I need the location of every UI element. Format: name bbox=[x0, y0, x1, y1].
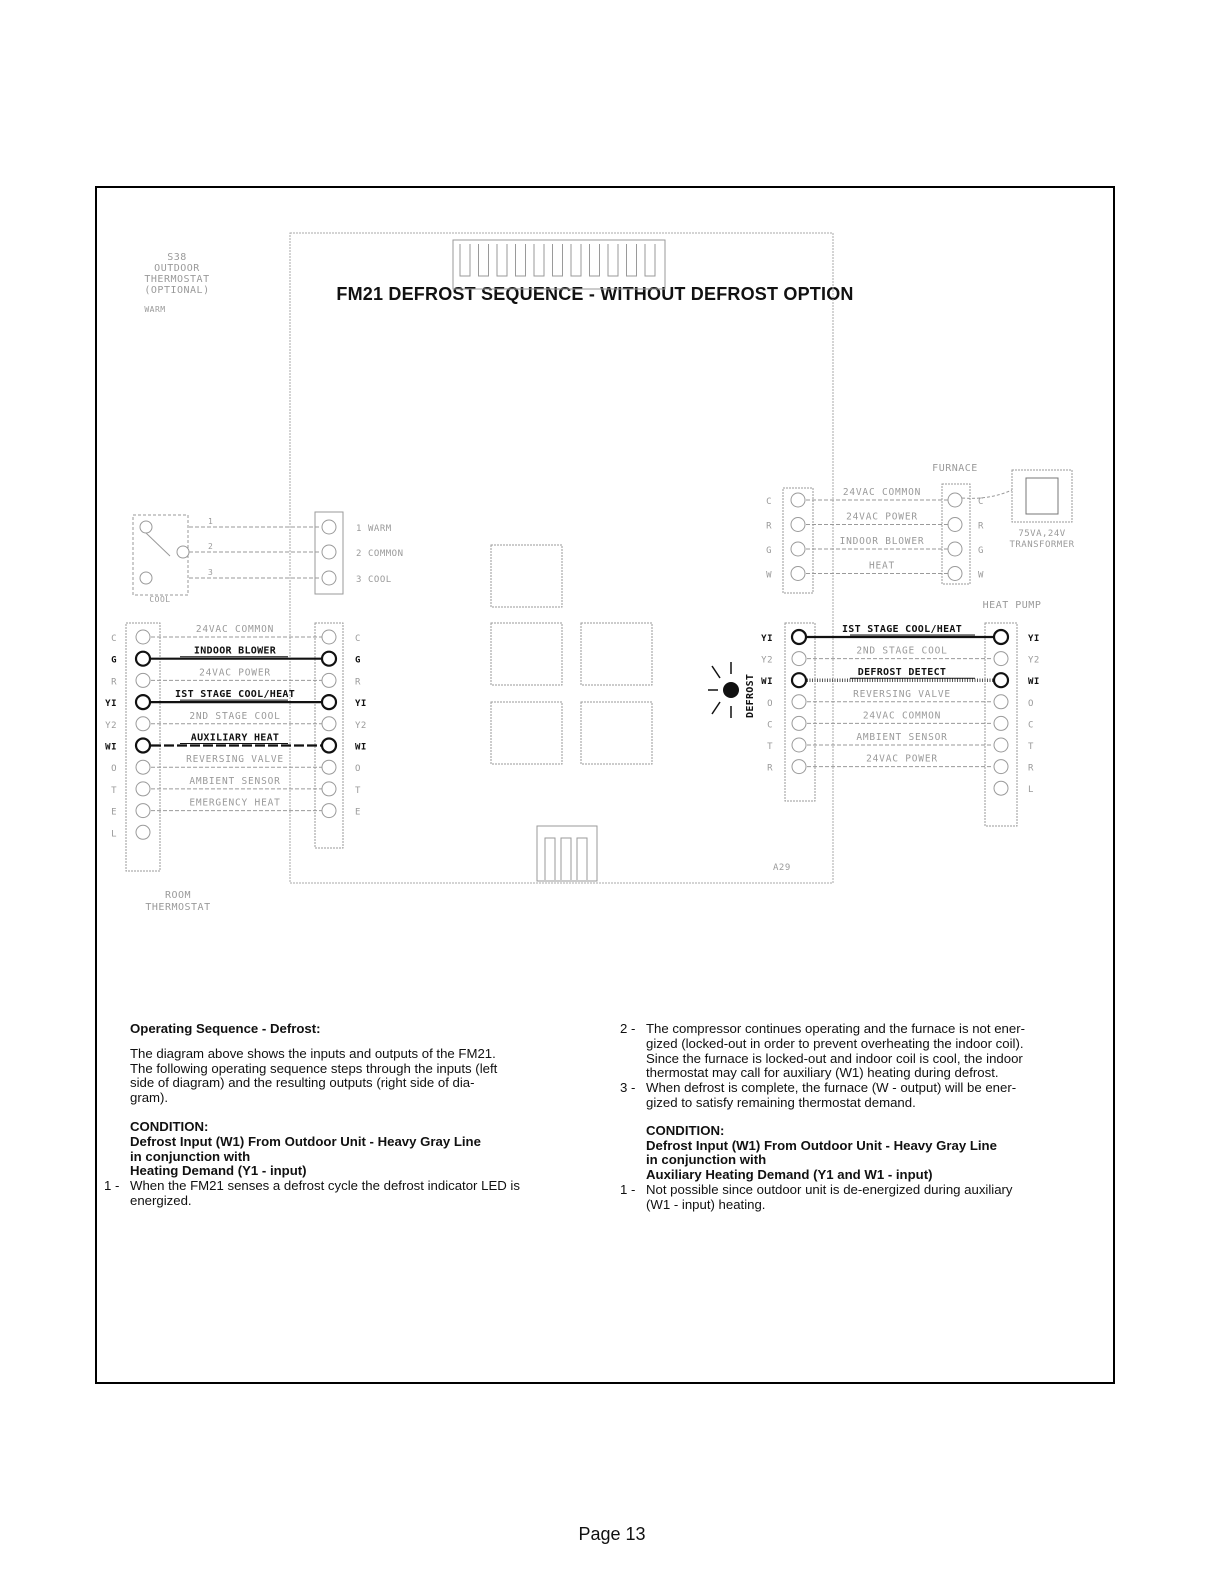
outdoor-terminal-number: 2 bbox=[356, 549, 362, 559]
room-terminal bbox=[136, 782, 150, 796]
room-terminal-label: C bbox=[111, 634, 117, 644]
condition-line: Heating Demand (Y1 - input) bbox=[130, 1163, 307, 1179]
step-number: 1 - bbox=[620, 1181, 636, 1197]
step-line: gized to satisfy remaining thermostat demand. bbox=[646, 1094, 916, 1110]
room-board-terminal-label: G bbox=[355, 655, 361, 666]
furnace-terminal bbox=[948, 542, 962, 556]
furnace-terminal-label: C bbox=[978, 497, 984, 507]
outdoor-switch-arm bbox=[146, 533, 170, 556]
relay-block bbox=[581, 623, 652, 685]
diagram-title: FM21 DEFROST SEQUENCE - WITHOUT DEFROST OPTION bbox=[336, 284, 854, 304]
furnace-board-terminal bbox=[791, 518, 805, 532]
room-terminal-label: T bbox=[111, 785, 117, 796]
outdoor-contact bbox=[140, 521, 152, 533]
condition-line: Defrost Input (W1) From Outdoor Unit - Heavy Gray Line bbox=[130, 1133, 481, 1149]
outdoor-terminal-label: COMMON bbox=[368, 549, 404, 559]
heat-pump-wire-label: 24VAC POWER bbox=[866, 753, 938, 765]
condition-line: Defrost Input (W1) From Outdoor Unit - Heavy Gray Line bbox=[646, 1137, 997, 1153]
room-terminal bbox=[136, 652, 150, 666]
heat-pump-terminal-label: C bbox=[1028, 720, 1034, 731]
heat-pump-wire-label: 2ND STAGE COOL bbox=[856, 645, 948, 657]
room-terminal bbox=[136, 630, 150, 644]
step-item bbox=[104, 1178, 574, 1209]
room-terminal-label: O bbox=[111, 764, 117, 775]
relay-block bbox=[581, 702, 652, 764]
heat-pump-board-terminal-label: O bbox=[767, 698, 773, 709]
room-board-terminal bbox=[322, 804, 336, 818]
connector-pin bbox=[479, 244, 489, 276]
heat-pump-board-terminal bbox=[792, 652, 806, 666]
intro-line: gram). bbox=[130, 1090, 169, 1106]
furnace-wire-label: 24VAC COMMON bbox=[842, 487, 922, 498]
step-item bbox=[620, 1080, 1100, 1111]
room-board-terminal bbox=[322, 652, 336, 666]
room-board-terminal-label: T bbox=[355, 785, 361, 796]
condition-line: in conjunction with bbox=[646, 1152, 767, 1168]
room-terminal-label: WI bbox=[105, 742, 117, 753]
step-number: 2 - bbox=[620, 1021, 636, 1036]
connector-pin bbox=[627, 244, 637, 276]
outdoor-pin-number: 3 bbox=[208, 568, 214, 577]
heat-pump-terminal-label: R bbox=[1028, 763, 1034, 774]
furnace-terminal bbox=[948, 567, 962, 581]
bottom-connector bbox=[537, 826, 597, 881]
room-wire-label: AUXILIARY HEAT bbox=[190, 732, 280, 744]
intro-text bbox=[130, 1047, 574, 1106]
room-board-terminal bbox=[322, 739, 336, 753]
step-number: 3 - bbox=[620, 1080, 636, 1096]
room-wire-label: 2ND STAGE COOL bbox=[189, 710, 281, 722]
room-board-terminal bbox=[322, 782, 336, 796]
outdoor-cool-label: COOL bbox=[149, 595, 171, 604]
furnace-board-terminal-label: G bbox=[766, 546, 772, 556]
condition-label: CONDITION: bbox=[646, 1122, 725, 1138]
heat-pump-terminal-label: O bbox=[1028, 698, 1034, 709]
step-line: Not possible since outdoor unit is de-energized during auxiliary bbox=[646, 1181, 1013, 1197]
intro-line: The following operating sequence steps through the inputs (left bbox=[130, 1060, 498, 1076]
relay-block bbox=[491, 702, 562, 764]
heat-pump-board-terminal bbox=[792, 695, 806, 709]
connector-pin bbox=[497, 244, 507, 276]
heat-pump-board-terminal-label: R bbox=[767, 763, 773, 774]
relay-block bbox=[491, 623, 562, 685]
room-thermostat-label: ROOM bbox=[164, 890, 192, 901]
furnace-board-terminal bbox=[791, 493, 805, 507]
connector-pin bbox=[534, 244, 544, 276]
heat-pump-terminal bbox=[994, 652, 1008, 666]
room-board-terminal-label: Y2 bbox=[355, 720, 367, 731]
heat-pump-board-terminal bbox=[792, 760, 806, 774]
outdoor-warm-label: WARM bbox=[144, 305, 166, 314]
condition-block bbox=[646, 1124, 1100, 1183]
furnace-wire-label: HEAT bbox=[868, 560, 896, 572]
condition-label: CONDITION: bbox=[130, 1118, 209, 1134]
room-board-terminal bbox=[322, 717, 336, 731]
room-terminal bbox=[136, 717, 150, 731]
room-terminal bbox=[136, 695, 150, 709]
room-board-terminal-label: YI bbox=[355, 699, 367, 710]
step-line: (W1 - input) heating. bbox=[646, 1196, 766, 1212]
heat-pump-wire-label: AMBIENT SENSOR bbox=[856, 732, 948, 743]
room-board-terminal bbox=[322, 695, 336, 709]
room-board-terminal-label: E bbox=[355, 807, 361, 818]
condition-line: Auxiliary Heating Demand (Y1 and W1 - input) bbox=[646, 1167, 933, 1183]
room-board-terminal bbox=[322, 760, 336, 774]
outdoor-pin-number: 1 bbox=[208, 517, 214, 526]
heat-pump-board-terminal-label: T bbox=[767, 742, 773, 752]
heat-pump-terminal bbox=[994, 760, 1008, 774]
step-line: gized (locked-out in order to prevent overheating the indoor coil). bbox=[646, 1035, 1024, 1051]
heat-pump-wire-label: IST STAGE COOL/HEAT bbox=[841, 624, 963, 635]
step-line: When defrost is complete, the furnace (W - output) will be ener- bbox=[646, 1080, 1017, 1096]
connector-pin bbox=[577, 838, 587, 880]
furnace-terminal bbox=[948, 518, 962, 532]
condition-line: in conjunction with bbox=[130, 1148, 251, 1164]
room-terminal-label: G bbox=[111, 655, 117, 666]
outdoor-thermostat-label: S38 bbox=[167, 252, 187, 263]
room-terminal-label: YI bbox=[105, 699, 117, 710]
figure-id-label: A29 bbox=[773, 863, 791, 873]
room-board-terminal bbox=[322, 630, 336, 644]
sequence-heading: Operating Sequence - Defrost: bbox=[130, 1021, 321, 1036]
heat-pump-board-terminal bbox=[792, 738, 806, 752]
furnace-label: FURNACE bbox=[932, 463, 978, 474]
step-item bbox=[620, 1021, 1100, 1081]
defrost-led bbox=[723, 682, 739, 698]
right-column bbox=[620, 1022, 1100, 1213]
room-wire-label: 24VAC COMMON bbox=[195, 624, 275, 635]
heat-pump-board-terminal-label: Y2 bbox=[761, 655, 773, 666]
heat-pump-board-terminal-label: WI bbox=[761, 677, 773, 688]
transformer-wire bbox=[962, 490, 1012, 498]
intro-line: The diagram above shows the inputs and outputs of the FM21. bbox=[130, 1045, 496, 1061]
connector-pin bbox=[460, 244, 470, 276]
heat-pump-wire-label: 24VAC COMMON bbox=[862, 710, 942, 722]
heat-pump-terminal bbox=[994, 630, 1008, 644]
room-wire-label: IST STAGE COOL/HEAT bbox=[174, 689, 296, 701]
outdoor-terminal-label: WARM bbox=[368, 524, 392, 534]
room-wire-label: EMERGENCY HEAT bbox=[189, 797, 281, 809]
furnace-board-terminal-label: W bbox=[766, 570, 772, 581]
heat-pump-terminal-label: YI bbox=[1028, 634, 1040, 644]
room-terminal-label: R bbox=[111, 677, 117, 688]
step-line: Since the furnace is locked-out and indoor coil is cool, the indoor bbox=[646, 1050, 1023, 1066]
step-line: When the FM21 senses a defrost cycle the defrost indicator LED is bbox=[130, 1178, 520, 1194]
outdoor-terminal bbox=[322, 571, 336, 585]
heat-pump-board-terminal-block bbox=[785, 623, 815, 801]
room-terminal bbox=[136, 673, 150, 687]
step-line: The compressor continues operating and the furnace is not ener- bbox=[646, 1021, 1025, 1036]
heat-pump-wire-label: DEFROST DETECT bbox=[857, 667, 947, 679]
connector-pin bbox=[516, 244, 526, 276]
connector-pin bbox=[608, 244, 618, 276]
room-board-terminal bbox=[322, 673, 336, 687]
outdoor-terminal-number: 1 bbox=[356, 524, 362, 534]
outdoor-pin-number: 2 bbox=[208, 542, 214, 551]
heat-pump-board-terminal bbox=[792, 630, 806, 644]
outdoor-thermostat-label: (OPTIONAL) bbox=[144, 285, 210, 296]
outdoor-contact bbox=[140, 572, 152, 584]
heat-pump-board-terminal-label: YI bbox=[761, 634, 773, 644]
furnace-terminal-label: R bbox=[978, 521, 984, 532]
room-thermostat-label: THERMOSTAT bbox=[145, 902, 211, 913]
heat-pump-terminal bbox=[994, 738, 1008, 752]
intro-line: side of diagram) and the resulting outputs (right side of dia- bbox=[130, 1075, 475, 1091]
room-board-terminal-label: R bbox=[355, 677, 361, 688]
room-board-terminal-label: C bbox=[355, 634, 361, 644]
furnace-wire-label: 24VAC POWER bbox=[846, 511, 918, 523]
connector-pin bbox=[590, 244, 600, 276]
connector-pin bbox=[545, 838, 555, 880]
outdoor-terminal-label: COOL bbox=[368, 575, 392, 585]
connector-pin bbox=[561, 838, 571, 880]
room-wire-label: AMBIENT SENSOR bbox=[189, 775, 281, 787]
heat-pump-terminal bbox=[994, 781, 1008, 795]
room-board-terminal-label: O bbox=[355, 764, 361, 775]
transformer-core bbox=[1026, 478, 1058, 514]
defrost-led-label: DEFROST bbox=[745, 673, 756, 718]
room-board-terminal-label: WI bbox=[355, 742, 367, 753]
heat-pump-terminal bbox=[994, 695, 1008, 709]
transformer-label: 75VA,24V bbox=[1018, 529, 1066, 539]
furnace-board-terminal-label: C bbox=[766, 497, 772, 507]
outdoor-terminal bbox=[322, 520, 336, 534]
furnace-board-terminal bbox=[791, 542, 805, 556]
step-number: 1 - bbox=[104, 1178, 120, 1194]
room-terminal bbox=[136, 739, 150, 753]
heat-pump-terminal-label: T bbox=[1028, 742, 1034, 752]
furnace-wire-label: INDOOR BLOWER bbox=[839, 536, 925, 547]
condition-block bbox=[130, 1120, 574, 1179]
room-terminal bbox=[136, 825, 150, 839]
furnace-board-terminal bbox=[791, 567, 805, 581]
connector-pin bbox=[571, 244, 581, 276]
heat-pump-terminal-label: Y2 bbox=[1028, 655, 1040, 666]
heat-pump-terminal-label: WI bbox=[1028, 677, 1040, 688]
step-item bbox=[620, 1181, 1100, 1213]
outdoor-thermostat-label: THERMOSTAT bbox=[144, 274, 210, 285]
heat-pump-board-terminal-label: C bbox=[767, 720, 773, 731]
left-column bbox=[104, 1022, 574, 1209]
room-wire-label: INDOOR BLOWER bbox=[193, 645, 277, 657]
furnace-terminal-label: G bbox=[978, 546, 984, 556]
heat-pump-label: HEAT PUMP bbox=[982, 600, 1042, 611]
heat-pump-terminal bbox=[994, 673, 1008, 687]
outdoor-thermostat-label: OUTDOOR bbox=[154, 263, 200, 274]
page-number: Page 13 bbox=[578, 1524, 646, 1544]
heat-pump-terminal-label: L bbox=[1028, 785, 1034, 796]
led-ray bbox=[712, 666, 720, 678]
furnace-board-terminal-label: R bbox=[766, 521, 772, 532]
furnace-terminal-label: W bbox=[978, 570, 984, 581]
heat-pump-board-terminal bbox=[792, 673, 806, 687]
connector-pin bbox=[553, 244, 563, 276]
room-terminal-label: E bbox=[111, 807, 117, 818]
room-terminal bbox=[136, 760, 150, 774]
outdoor-contact bbox=[177, 546, 189, 558]
step-line: thermostat may call for auxiliary (W1) heating during defrost. bbox=[646, 1065, 999, 1081]
heat-pump-wire-label: REVERSING VALVE bbox=[853, 688, 951, 700]
room-wire-label: 24VAC POWER bbox=[199, 667, 271, 679]
heat-pump-terminal bbox=[994, 716, 1008, 730]
room-terminal bbox=[136, 804, 150, 818]
outdoor-terminal-number: 3 bbox=[356, 575, 362, 585]
connector-pin bbox=[645, 244, 655, 276]
top-connector bbox=[453, 240, 665, 289]
room-wire-label: REVERSING VALVE bbox=[186, 754, 284, 766]
relay-block bbox=[491, 545, 562, 607]
outdoor-terminal bbox=[322, 545, 336, 559]
room-terminal-label: Y2 bbox=[105, 720, 117, 731]
heat-pump-board-terminal bbox=[792, 716, 806, 730]
transformer-label: TRANSFORMER bbox=[1009, 540, 1075, 550]
room-terminal-label: L bbox=[111, 829, 117, 840]
led-ray bbox=[712, 702, 720, 714]
furnace-terminal bbox=[948, 493, 962, 507]
step-line: energized. bbox=[130, 1192, 192, 1208]
